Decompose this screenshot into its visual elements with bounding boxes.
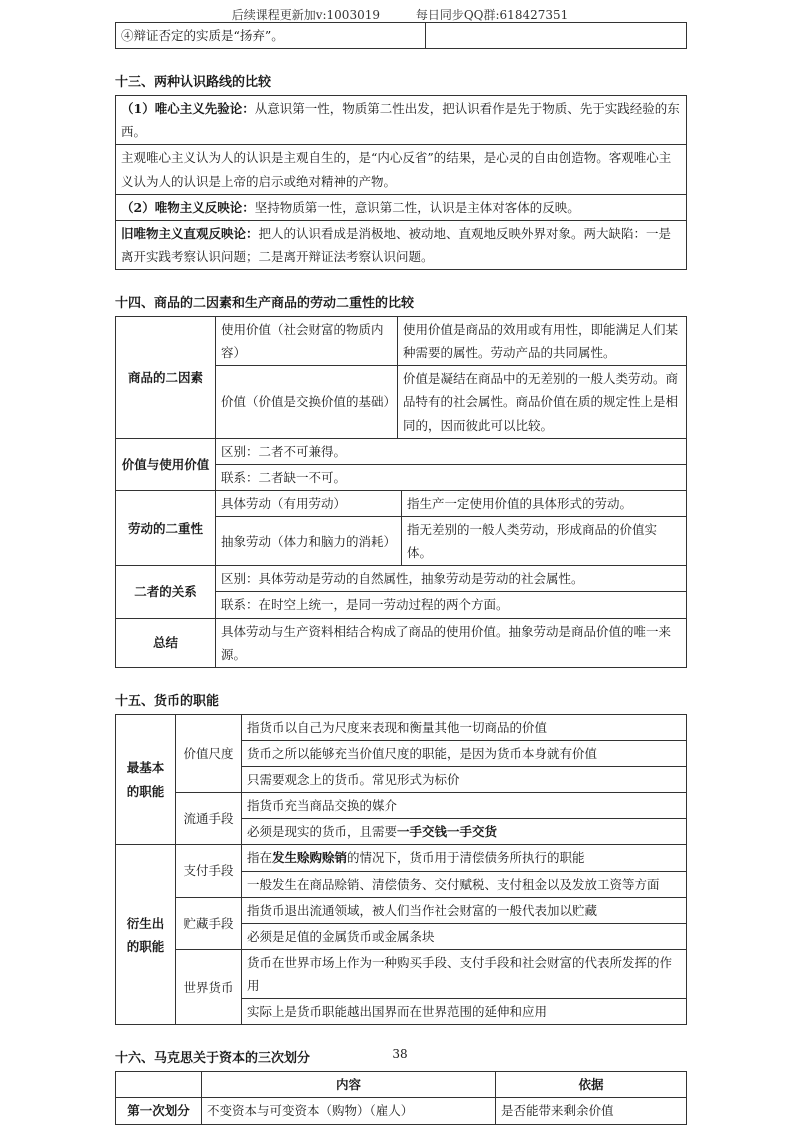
s14-use-value: 使用价值（社会财富的物质内容） (216, 317, 398, 366)
s15-world-label: 世界货币 (176, 949, 242, 1024)
s13-r3-label: （2）唯物主义反映论： (121, 199, 255, 215)
section-14-title: 十四、商品的二因素和生产商品的劳动二重性的比较 (115, 296, 415, 311)
top-table-cell-1: ④辩证否定的实质是“扬弃”。 (116, 23, 426, 49)
s15-w2: 实际上是货币职能越出国界而在世界范围的延伸和应用 (242, 999, 687, 1025)
s13-r4-label: 旧唯物主义直观反映论： (121, 225, 259, 241)
top-continuation-table (115, 22, 687, 49)
section-14-table (115, 316, 687, 668)
header-right-text: 每日同步QQ群:618427351 (415, 8, 569, 22)
s13-r3-text: 坚持物质第一性，意识第二性，认识是主体对客体的反映。 (254, 199, 580, 215)
s15-basic-label: 最基本的职能 (116, 714, 176, 845)
s14-concrete-desc: 指生产一定使用价值的具体形式的劳动。 (402, 490, 687, 516)
s15-w1: 货币在世界市场上作为一种购买手段、支付手段和社会财富的代表所发挥的作用 (242, 949, 687, 998)
s16-row1-basis: 是否能带来剩余价值 (496, 1098, 687, 1124)
page-header (0, 6, 800, 23)
s15-circ-label: 流通手段 (176, 793, 242, 845)
s14-summary-text: 具体劳动与生产资料相结合构成了商品的使用价值。抽象劳动是商品价值的唯一来源。 (216, 618, 687, 667)
s15-h1: 指货币退出流通领域，被人们当作社会财富的一般代表加以贮藏 (242, 897, 687, 923)
s15-c2 (242, 819, 687, 845)
section-15-title: 十五、货币的职能 (115, 693, 220, 709)
s13-row-1 (116, 96, 687, 145)
s14-abstract: 抽象劳动（体力和脑力的消耗） (216, 517, 402, 566)
s15-pay-label: 支付手段 (176, 845, 242, 897)
section-16-table (115, 1071, 687, 1124)
s14-vu-diff: 区别：二者不可兼得。 (216, 438, 687, 464)
s14-abstract-desc: 指无差别的一般人类劳动，形成商品的价值实体。 (402, 517, 687, 566)
s14-vu-link: 联系：二者缺一不可。 (216, 464, 687, 490)
section-13-title: 十三、两种认识路线的比较 (115, 75, 272, 91)
s14-vu-label: 价值与使用价值 (116, 438, 216, 490)
s15-derived-label: 衍生出的职能 (116, 845, 176, 1025)
section-13-table (115, 95, 687, 270)
s15-p1-bold: 发生赊购赊销 (272, 850, 348, 866)
s14-concrete: 具体劳动（有用劳动） (216, 490, 402, 516)
section-15-table (115, 714, 687, 1026)
header-left-text: 后续课程更新加v:1003019 (231, 8, 380, 22)
s15-h2: 必须是足值的金属货币或金属条块 (242, 923, 687, 949)
s13-r4-text: 把人的认识看成是消极地、被动地、直观地反映外界对象。两大缺陷：一是离开实践考察认识问题；二是离开辩证法考察认识问题。 (121, 225, 672, 264)
s15-hoard-label: 贮藏手段 (176, 897, 242, 949)
s15-m1: 指货币以自己为尺度来表现和衡量其他一切商品的价值 (242, 714, 687, 740)
s15-p1-pre: 指在 (247, 850, 273, 866)
s13-r1-text: 从意识第一性，物质第二性出发，把认识看作是先于物质、先于实践经验的东西。 (121, 101, 680, 140)
s15-c2-pre: 必须是现实的货币，且需要 (247, 824, 398, 840)
page-number: 38 (392, 1047, 408, 1061)
s15-c2-bold: 一手交钱一手交货 (397, 824, 498, 840)
s16-row1-content: 不变资本与可变资本（购物）（雇人） (202, 1098, 496, 1124)
top-table-cell-2 (426, 23, 687, 49)
s16-header-basis: 依据 (496, 1072, 687, 1098)
s15-p1-post: 的情况下，货币用于清偿债务所执行的职能 (347, 850, 585, 866)
s13-row-2: 主观唯心主义认为人的认识是主观自生的，是“内心反省”的结果，是心灵的自由创造物。客观唯心主义认为人的认识是上帝的启示或绝对精神的产物。 (116, 145, 687, 194)
document-body (115, 22, 687, 1125)
s14-dual-label: 劳动的二重性 (116, 490, 216, 565)
s14-rel-label: 二者的关系 (116, 566, 216, 618)
s14-summary-label: 总结 (116, 618, 216, 667)
s16-header-content: 内容 (202, 1072, 496, 1098)
s14-value-desc: 价值是凝结在商品中的无差别的一般人类劳动。商品特有的社会属性。商品价值在质的规定性上是相同的，因而彼此可以比较。 (398, 366, 687, 438)
s15-c1: 指货币充当商品交换的媒介 (242, 793, 687, 819)
s15-m3: 只需要观念上的货币。常见形式为标价 (242, 767, 687, 793)
s15-measure-label: 价值尺度 (176, 714, 242, 792)
s15-p1 (242, 845, 687, 871)
s14-two-factors-label: 商品的二因素 (116, 317, 216, 439)
s16-row1-label: 第一次划分 (116, 1098, 202, 1124)
s15-p2: 一般发生在商品赊销、清偿债务、交付赋税、支付租金以及发放工资等方面 (242, 871, 687, 897)
s14-value: 价值（价值是交换价值的基础） (216, 366, 398, 438)
s16-header-empty (116, 1072, 202, 1098)
s13-row-4 (116, 220, 687, 269)
s14-use-value-desc: 使用价值是商品的效用或有用性，即能满足人们某种需要的属性。劳动产品的共同属性。 (398, 317, 687, 366)
s13-r1-label: （1）唯心主义先验论： (121, 101, 255, 117)
s14-rel-diff: 区别：具体劳动是劳动的自然属性，抽象劳动是劳动的社会属性。 (216, 566, 687, 592)
section-16-title: 十六、马克思关于资本的三次划分 (115, 1051, 311, 1067)
s15-m2: 货币之所以能够充当价值尺度的职能，是因为货币本身就有价值 (242, 740, 687, 766)
s14-rel-link: 联系：在时空上统一，是同一劳动过程的两个方面。 (216, 592, 687, 618)
s13-row-3 (116, 194, 687, 220)
